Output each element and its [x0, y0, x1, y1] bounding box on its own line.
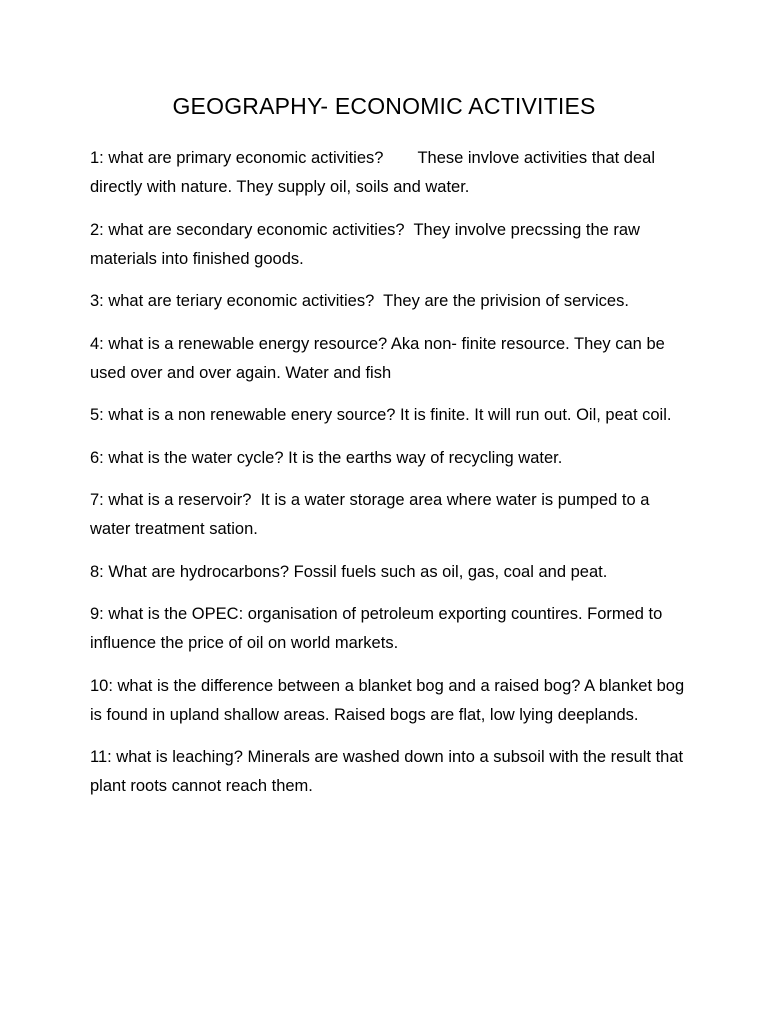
qa-item-6: [90, 444, 690, 473]
qa-item-1: [90, 144, 690, 202]
question-text: 10: what is the difference between a blanket bog and a raised bog?: [90, 676, 581, 695]
qa-item-9: [90, 600, 690, 658]
answer-text: Fossil fuels such as oil, gas, coal and peat.: [293, 562, 608, 581]
question-text: 7: what is a reservoir?: [90, 491, 252, 509]
qa-list: [90, 144, 690, 815]
qa-item-10: [90, 672, 690, 730]
answer-text: Aka non- finite resource. They can be used over and over again. Water and fish: [90, 334, 665, 382]
answer-text: It is the earths way of recycling water.: [288, 448, 563, 467]
question-text: 11: what is leaching?: [90, 748, 243, 766]
qa-item-11: [90, 743, 690, 801]
answer-text: They involve precssing the raw materials into finished goods.: [90, 220, 640, 268]
answer-text: organisation of petroleum exporting countires. Formed to influence the price of oil on world markets.: [90, 605, 663, 652]
qa-item-5: [90, 401, 690, 430]
question-text: 2: what are secondary economic activities?: [90, 220, 405, 239]
question-text: 4: what is a renewable energy resource?: [90, 334, 388, 353]
question-text: 3: what are teriary economic activities?: [90, 292, 375, 310]
qa-item-3: [90, 287, 690, 316]
question-text: 6: what is the water cycle?: [90, 448, 284, 467]
answer-text: These invlove activities that deal directly with nature. They supply oil, soils and water.: [90, 149, 655, 196]
answer-text: Minerals are washed down into a subsoil with the result that plant roots cannot reach them.: [90, 748, 684, 795]
answer-text: It is finite. It will run out. Oil, peat coil.: [400, 406, 672, 424]
question-text: 8: What are hydrocarbons?: [90, 562, 290, 581]
qa-item-2: [90, 216, 690, 274]
answer-text: They are the privision of services.: [383, 292, 629, 310]
question-text: 5: what is a non renewable enery source?: [90, 406, 396, 424]
question-text: 9: what is the OPEC:: [90, 605, 244, 623]
qa-item-8: [90, 558, 690, 587]
answer-text: It is a water storage area where water is pumped to a water treatment sation.: [90, 491, 650, 538]
document-title: GEOGRAPHY- ECONOMIC ACTIVITIES: [172, 93, 596, 119]
qa-item-4: [90, 330, 690, 388]
qa-item-7: [90, 486, 690, 544]
question-text: 1: what are primary economic activities?: [90, 149, 384, 167]
answer-text: A blanket bog is found in upland shallow areas. Raised bogs are flat, low lying deeplands.: [90, 676, 685, 724]
